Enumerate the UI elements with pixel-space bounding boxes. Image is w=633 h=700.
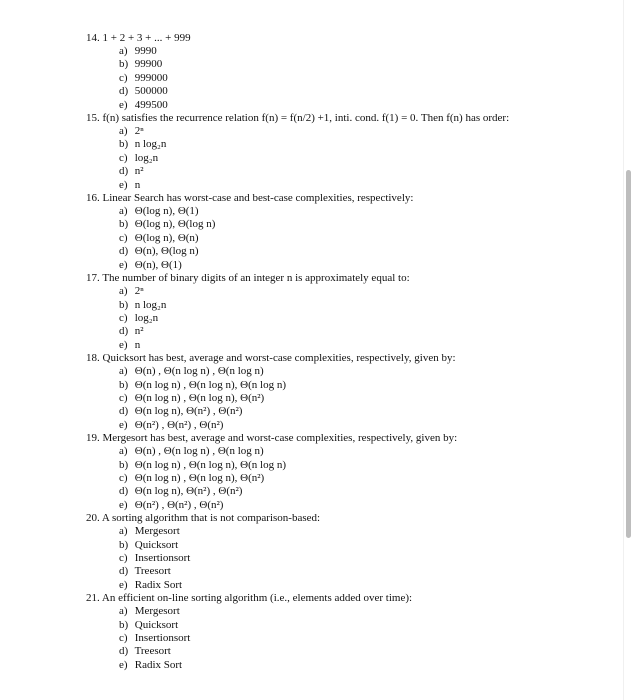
option-text: Quicksort (134, 538, 179, 551)
option-text: 999000 (134, 71, 168, 84)
option-item (119, 659, 633, 672)
option-item (119, 552, 633, 565)
question-14 (0, 32, 633, 112)
question-text: 1 + 2 + 3 + ... + 999 (102, 32, 191, 44)
question-stem (86, 352, 633, 365)
option-label: b) (119, 458, 129, 471)
question-text: Mergesort has best, average and worst-case complexities, respectively, given by: (102, 432, 458, 445)
option-item (119, 312, 633, 325)
option-text: n log₂n (134, 298, 167, 311)
question-stem (86, 112, 633, 125)
question-17 (0, 272, 633, 352)
option-label: d) (119, 245, 129, 258)
option-label: b) (119, 538, 129, 551)
question-text: f(n) satisfies the recurrence relation f(n) = f(n/2) +1, inti. cond. f(1) = 0. Then f(n) has order: (102, 112, 510, 125)
option-text: Insertionsort (134, 552, 191, 564)
option-label: e) (119, 338, 128, 351)
option-label: a) (119, 365, 128, 378)
option-list (119, 125, 633, 192)
question-20 (0, 512, 633, 592)
option-label: e) (119, 578, 128, 591)
option-item (119, 179, 633, 192)
option-label: d) (119, 645, 129, 658)
question-number: 15. (86, 112, 100, 125)
option-text: Θ(n), Θ(1) (134, 258, 182, 271)
option-text: n² (134, 325, 144, 338)
option-text: Mergesort (134, 525, 180, 538)
option-item (119, 525, 633, 538)
option-item (119, 405, 633, 418)
option-item (119, 165, 633, 178)
question-text: A sorting algorithm that is not comparison-based: (101, 512, 321, 525)
question-number: 16. (86, 192, 100, 205)
option-item (119, 379, 633, 392)
option-text: Θ(n log n) , Θ(n log n), Θ(n²) (134, 471, 265, 484)
option-item (119, 632, 633, 645)
option-text: Radix Sort (134, 658, 183, 671)
option-label: b) (119, 138, 129, 151)
option-label: a) (119, 605, 128, 618)
option-list (119, 445, 633, 512)
option-text: n log₂n (134, 138, 167, 151)
option-label: d) (119, 405, 129, 418)
option-item (119, 259, 633, 272)
option-text: Θ(n) , Θ(n log n) , Θ(n log n) (134, 445, 264, 458)
option-item (119, 459, 633, 472)
option-text: Θ(n), Θ(log n) (134, 245, 199, 258)
option-item (119, 299, 633, 312)
option-label: a) (119, 45, 128, 57)
question-number: 17. (86, 272, 100, 285)
option-label: b) (119, 298, 129, 311)
option-list (119, 365, 633, 432)
option-item (119, 365, 633, 378)
question-text: The number of binary digits of an integer n is approximately equal to: (102, 272, 410, 285)
option-item (119, 58, 633, 71)
option-item (119, 205, 633, 218)
option-text: Θ(n log n) , Θ(n log n), Θ(n log n) (134, 458, 286, 471)
question-stem (86, 592, 633, 605)
option-item (119, 339, 633, 352)
option-label: c) (119, 391, 128, 404)
option-item (119, 245, 633, 258)
option-text: Quicksort (134, 618, 179, 631)
option-label: c) (119, 231, 128, 244)
option-text: Radix Sort (134, 578, 183, 591)
option-text: Θ(n log n) , Θ(n log n), Θ(n log n) (134, 378, 286, 391)
option-label: d) (119, 565, 129, 578)
scrollbar-thumb[interactable] (626, 170, 631, 538)
option-item (119, 285, 633, 298)
option-item (119, 392, 633, 405)
question-18 (0, 352, 633, 432)
question-number: 20. (86, 512, 100, 525)
option-item (119, 485, 633, 498)
option-item (119, 645, 633, 658)
option-text: Θ(n log n), Θ(n²) , Θ(n²) (134, 405, 243, 418)
question-stem (86, 512, 633, 525)
option-item (119, 325, 633, 338)
question-stem (86, 32, 633, 45)
option-label: e) (119, 258, 128, 271)
option-item (119, 232, 633, 245)
option-item (119, 499, 633, 512)
option-label: c) (119, 71, 128, 84)
option-list (119, 525, 633, 592)
option-item (119, 152, 633, 165)
option-text: n (134, 178, 141, 191)
option-label: c) (119, 632, 128, 645)
option-list (119, 605, 633, 672)
option-item (119, 579, 633, 592)
option-label: c) (119, 471, 128, 484)
option-text: Insertionsort (134, 632, 191, 645)
option-item (119, 605, 633, 618)
option-text: Θ(n log n), Θ(n²) , Θ(n²) (134, 485, 243, 498)
option-text: 499500 (134, 98, 168, 111)
option-text: 2ⁿ (134, 285, 144, 298)
option-label: a) (119, 525, 128, 538)
option-text: Treesort (134, 645, 171, 658)
option-text: Θ(n²) , Θ(n²) , Θ(n²) (134, 498, 224, 511)
question-list (0, 32, 633, 672)
option-label: e) (119, 98, 128, 111)
option-item (119, 72, 633, 85)
option-label: b) (119, 378, 129, 391)
option-label: c) (119, 311, 128, 324)
option-item (119, 85, 633, 98)
option-label: b) (119, 218, 129, 231)
option-text: 2ⁿ (134, 125, 144, 138)
option-label: b) (119, 58, 129, 71)
question-number: 18. (86, 352, 100, 365)
option-label: a) (119, 285, 128, 298)
option-item (119, 138, 633, 151)
option-text: 500000 (134, 85, 168, 98)
option-label: a) (119, 445, 128, 458)
option-text: Θ(n) , Θ(n log n) , Θ(n log n) (134, 365, 264, 378)
option-list (119, 285, 633, 352)
option-item (119, 619, 633, 632)
question-21 (0, 592, 633, 672)
option-label: c) (119, 552, 128, 564)
option-item (119, 125, 633, 138)
option-text: Θ(n²) , Θ(n²) , Θ(n²) (134, 418, 224, 431)
option-text: Mergesort (134, 605, 180, 618)
option-text: n² (134, 165, 144, 178)
option-text: log₂n (134, 151, 159, 164)
question-stem (86, 272, 633, 285)
option-item (119, 218, 633, 231)
option-item (119, 565, 633, 578)
option-label: e) (119, 658, 128, 671)
option-item (119, 472, 633, 485)
question-text: Quicksort has best, average and worst-case complexities, respectively, given by: (102, 352, 456, 365)
option-text: log₂n (134, 311, 159, 324)
option-label: d) (119, 485, 129, 498)
option-label: e) (119, 418, 128, 431)
question-number: 21. (86, 592, 100, 605)
question-stem (86, 192, 633, 205)
option-text: Θ(log n), Θ(n) (134, 231, 199, 244)
option-text: 99900 (134, 58, 163, 71)
question-number: 19. (86, 432, 100, 445)
option-text: 9990 (134, 45, 157, 57)
question-16 (0, 192, 633, 272)
option-label: e) (119, 178, 128, 191)
option-item (119, 539, 633, 552)
option-item (119, 419, 633, 432)
option-item (119, 99, 633, 112)
option-text: Θ(n log n) , Θ(n log n), Θ(n²) (134, 391, 265, 404)
option-item (119, 45, 633, 58)
option-list (119, 45, 633, 112)
option-label: a) (119, 205, 128, 218)
option-text: Θ(log n), Θ(1) (134, 205, 199, 218)
option-label: e) (119, 498, 128, 511)
option-label: d) (119, 165, 129, 178)
question-text: Linear Search has worst-case and best-case complexities, respectively: (102, 192, 414, 205)
option-list (119, 205, 633, 272)
question-19 (0, 432, 633, 512)
option-label: d) (119, 85, 129, 98)
question-text: An efficient on-line sorting algorithm (i.e., elements added over time): (101, 592, 413, 605)
question-number: 14. (86, 32, 100, 44)
option-text: Treesort (134, 565, 171, 578)
option-label: c) (119, 151, 128, 164)
question-15 (0, 112, 633, 192)
option-text: Θ(log n), Θ(log n) (134, 218, 216, 231)
option-label: d) (119, 325, 129, 338)
option-label: b) (119, 618, 129, 631)
question-stem (86, 432, 633, 445)
option-label: a) (119, 125, 128, 138)
option-text: n (134, 338, 141, 351)
option-item (119, 445, 633, 458)
